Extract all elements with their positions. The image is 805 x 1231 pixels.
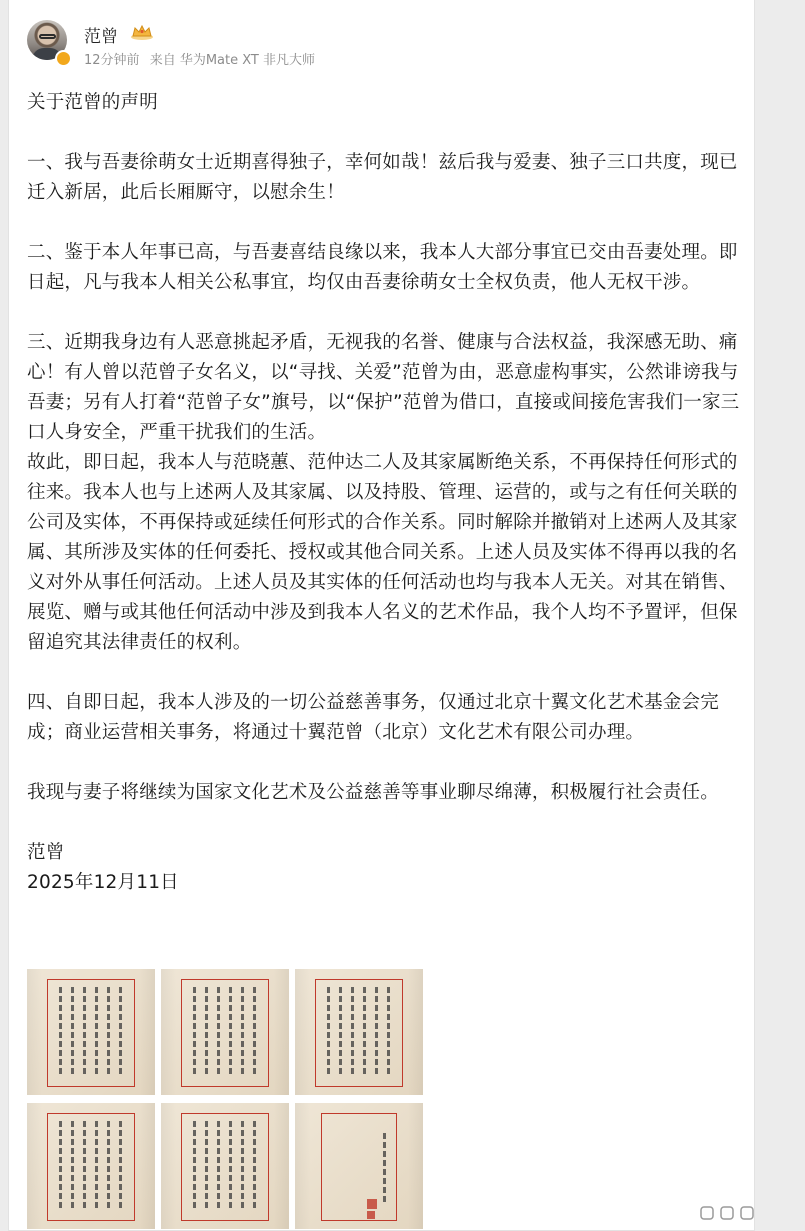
statement-title: 关于范曾的声明 <box>27 92 158 113</box>
statement-signature: 范曾 <box>27 842 65 863</box>
handwritten-letter-page-4[interactable] <box>27 1103 155 1229</box>
verified-badge-icon <box>55 50 72 67</box>
avatar-glasses <box>39 34 56 39</box>
post-meta <box>84 49 321 68</box>
handwritten-letter-page-5[interactable] <box>161 1103 289 1229</box>
statement-paragraph-2: 二、鉴于本人年事已高，与吾妻喜结良缘以来，我本人大部分事宜已交由吾妻处理。即日起，凡与我本人相关公私事宜，均仅由吾妻徐萌女士全权负责，他人无权干涉。 <box>27 242 738 293</box>
statement-paragraph-1: 一、我与吾妻徐萌女士近期喜得独子，幸何如哉！兹后我与爱妻、独子三口共度，现已迁入新居，此后长厢厮守，以慰余生！ <box>27 152 738 203</box>
author-name[interactable]: 范曾 <box>84 27 118 47</box>
statement-paragraph-3: 三、近期我身边有人恶意挑起矛盾，无视我的名誉、健康与合法权益，我深感无助、痛心！有人曾以范曾子女名义，以“寻找、关爱”范曾为由，恶意虚构事实，公然诽谤我与吾妻；另有人打着“范曾子女”旗号，以“保护”范曾为借口，直接或间接危害我们一家三口人身安全，严重干扰我们的生活。 <box>27 332 740 443</box>
handwritten-letter-page-3[interactable] <box>295 969 423 1095</box>
post-source: 来自 华为Mate XT 非凡大师 <box>149 53 315 68</box>
post-body <box>27 88 747 898</box>
more-options-icon[interactable] <box>697 1203 759 1223</box>
handwritten-letter-page-6[interactable] <box>295 1103 423 1229</box>
statement-paragraph-4: 四、自即日起，我本人涉及的一切公益慈善事务，仅通过北京十翼文化艺术基金会完成；商业运营相关事务，将通过十翼范曾（北京）文化艺术有限公司办理。 <box>27 692 719 743</box>
statement-paragraph-5: 我现与妻子将继续为国家文化艺术及公益慈善等事业聊尽绵薄，积极履行社会责任。 <box>27 782 719 803</box>
statement-date: 2025年12月11日 <box>27 872 179 893</box>
handwritten-letter-page-1[interactable] <box>27 969 155 1095</box>
post-time[interactable]: 12分钟前 <box>84 53 140 68</box>
crown-icon[interactable] <box>130 23 154 41</box>
image-grid <box>27 969 427 1221</box>
statement-paragraph-3b: 故此，即日起，我本人与范晓蕙、范仲达二人及其家属断绝关系，不再保持任何形式的往来。我本人也与上述两人及其家属、以及持股、管理、运营的，或与之有任何关联的公司及实体，不再保持或延续任何形式的合作关系。同时解除并撤销对上述两人及其家属、其所涉及实体的任何委托、授权或其他合同关系。上述人员及实体不得再以我的名义对外从事任何活动。上述人员及其实体的任何活动也均与我本人无关。对其在销售、展览、赠与或其他任何活动中涉及到我本人名义的艺术作品，我个人均不予置评，但保留追究其法律责任的权利。 <box>27 452 738 653</box>
weibo-post-card <box>8 0 755 1231</box>
handwritten-letter-page-2[interactable] <box>161 969 289 1095</box>
